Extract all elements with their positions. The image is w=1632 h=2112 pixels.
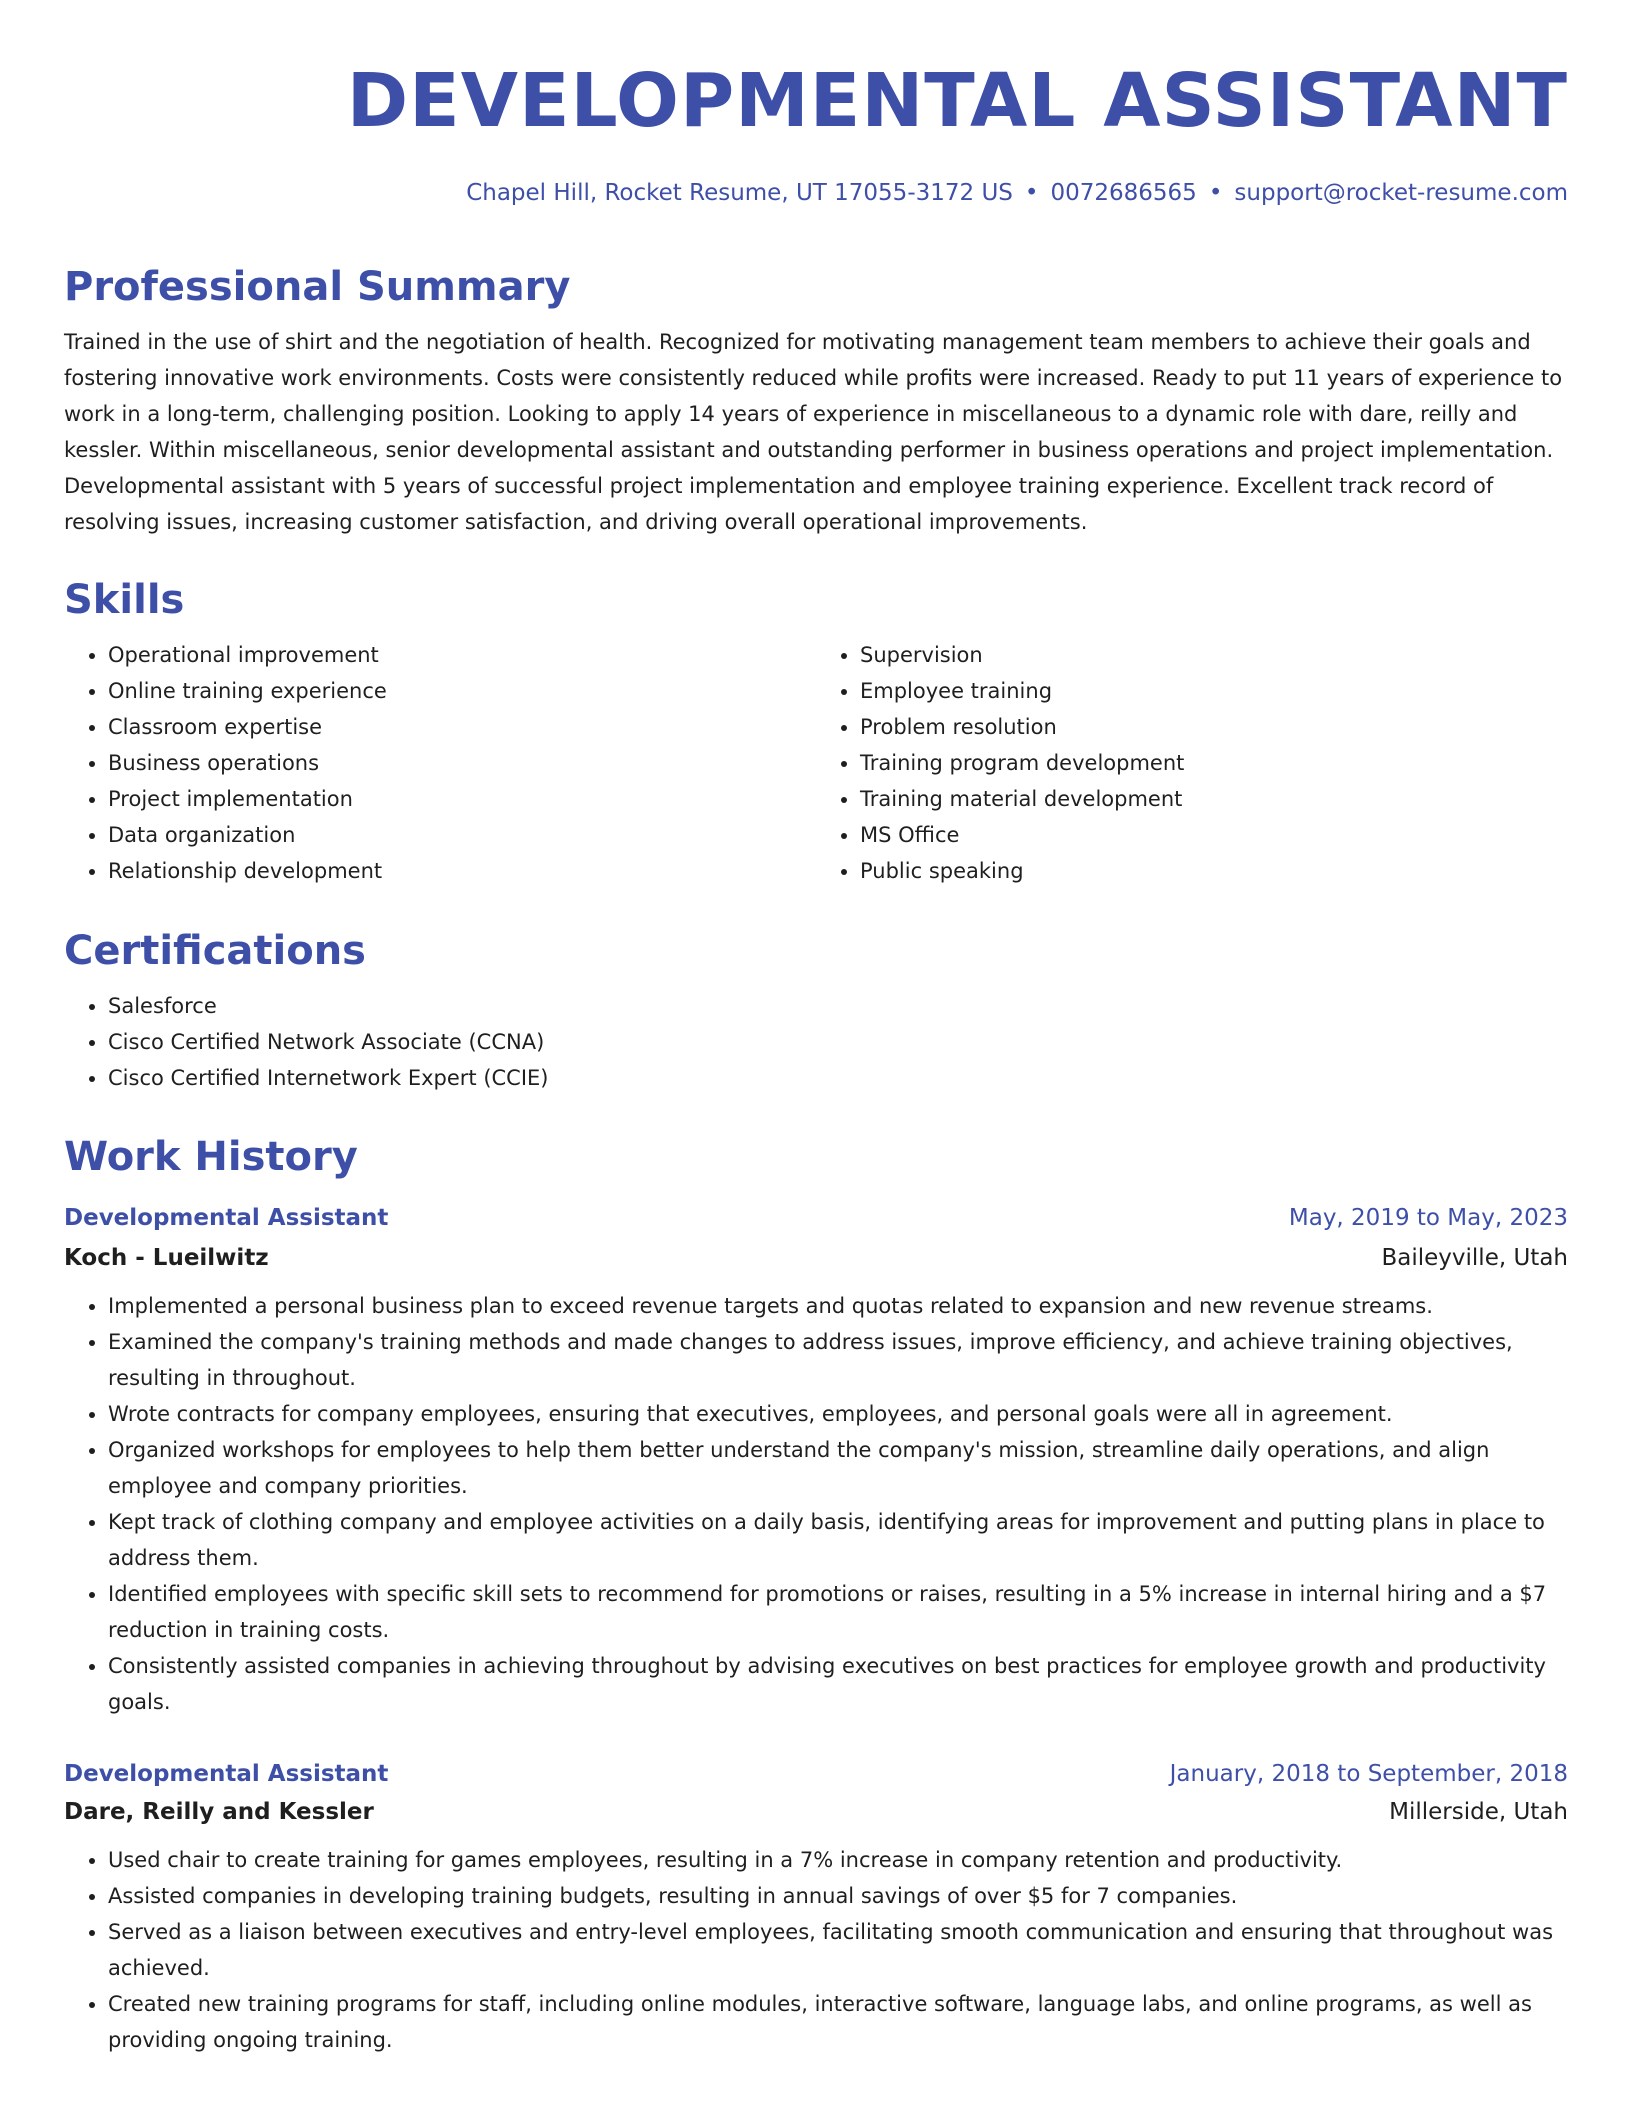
- skill-item: • Online training experience: [108, 673, 816, 709]
- job-header: [64, 1756, 1568, 1792]
- job-bullet: • Kept track of clothing company and employee activities on a daily basis, identifying areas for improvement and putting plans in place to address them.: [108, 1504, 1568, 1576]
- skills-grid: [64, 637, 1568, 889]
- skills-list-left: [64, 637, 816, 889]
- job-bullet: • Created new training programs for staff, including online modules, interactive software, language labs, and online programs, as well as providing ongoing training.: [108, 1986, 1568, 2058]
- job-header: [64, 1200, 1568, 1236]
- job-bullet: • Examined the company's training methods and made changes to address issues, improve efficiency, and achieve training objectives, resulting in throughout.: [108, 1324, 1568, 1396]
- contact-address: Chapel Hill, Rocket Resume, UT 17055-3172 US: [466, 180, 1013, 206]
- job-bullet: • Identified employees with specific skill sets to recommend for promotions or raises, resulting in a 5% increase in internal hiring and a $7 reduction in training costs.: [108, 1576, 1568, 1648]
- job-location: Millerside, Utah: [1389, 1799, 1568, 1825]
- contact-phone: 0072686565: [1050, 180, 1197, 206]
- job-subheader: [64, 1240, 1568, 1276]
- job-bullet: • Consistently assisted companies in achieving throughout by advising executives on best practices for employee growth and productivity goals.: [108, 1648, 1568, 1720]
- job-entry: [64, 1756, 1568, 2058]
- job-bullet: • Organized workshops for employees to help them better understand the company's mission, streamline daily operations, and align employee and company priorities.: [108, 1432, 1568, 1504]
- job-title: Developmental Assistant: [64, 1205, 389, 1231]
- summary-title: Professional Summary: [64, 264, 571, 310]
- candidate-name: DEVELOPMENTAL ASSISTANT: [346, 58, 1568, 144]
- job-bullets: [64, 1842, 1568, 2058]
- job-company: Koch - Lueilwitz: [64, 1245, 269, 1271]
- job-subheader: [64, 1794, 1568, 1830]
- skills-list-right: [816, 637, 1568, 889]
- skill-item: • Employee training: [860, 673, 1568, 709]
- skill-item: • Operational improvement: [108, 637, 816, 673]
- job-entry: [64, 1200, 1568, 1720]
- skill-item: • Supervision: [860, 637, 1568, 673]
- job-company: Dare, Reilly and Kessler: [64, 1799, 374, 1825]
- work-history-title: Work History: [64, 1134, 358, 1180]
- certification-item: • Salesforce: [108, 988, 1568, 1024]
- certification-item: • Cisco Certified Internetwork Expert (CCIE): [108, 1060, 1568, 1096]
- skills-title: Skills: [64, 577, 185, 623]
- work-history-section: [64, 1132, 1568, 1182]
- skill-item: • Data organization: [108, 817, 816, 853]
- skill-item: • Problem resolution: [860, 709, 1568, 745]
- job-bullet: • Used chair to create training for games employees, resulting in a 7% increase in company retention and productivity.: [108, 1842, 1568, 1878]
- skills-section: [64, 575, 1568, 889]
- contact-line: [466, 180, 1568, 206]
- contact-separator: •: [1208, 180, 1223, 206]
- job-location: Baileyville, Utah: [1381, 1245, 1568, 1271]
- job-bullet: • Served as a liaison between executives and entry-level employees, facilitating smooth communication and ensuring that throughout was achieved.: [108, 1914, 1568, 1986]
- skill-item: • Training material development: [860, 781, 1568, 817]
- job-bullets: [64, 1288, 1568, 1720]
- certification-item: • Cisco Certified Network Associate (CCNA): [108, 1024, 1568, 1060]
- summary-text: Trained in the use of shirt and the negotiation of health. Recognized for motivating management team members to achieve their goals and fostering innovative work environments. Costs were consistently reduced while profits were increased. Ready to put 11 years of experience to work in a long-term, challenging position. Looking to apply 14 years of experience in miscellaneous to a dynamic role with dare, reilly and kessler. Within miscellaneous, senior developmental assistant and outstanding performer in business operations and project implementation. Developmental assistant with 5 years of successful project implementation and employee training experience. Excellent track record of resolving issues, increasing customer satisfaction, and driving overall operational improvements.: [64, 330, 1563, 534]
- contact-separator: •: [1024, 180, 1039, 206]
- job-dates: January, 2018 to September, 2018: [1169, 1761, 1568, 1787]
- skill-item: • Training program development: [860, 745, 1568, 781]
- certifications-list: [64, 988, 1568, 1096]
- job-bullet: • Assisted companies in developing training budgets, resulting in annual savings of over $5 for 7 companies.: [108, 1878, 1568, 1914]
- job-bullet: • Wrote contracts for company employees, ensuring that executives, employees, and personal goals were all in agreement.: [108, 1396, 1568, 1432]
- skill-item: • Classroom expertise: [108, 709, 816, 745]
- skill-item: • Relationship development: [108, 853, 816, 889]
- summary-section: [64, 262, 1568, 540]
- job-bullet: • Implemented a personal business plan to exceed revenue targets and quotas related to expansion and new revenue streams.: [108, 1288, 1568, 1324]
- job-title: Developmental Assistant: [64, 1761, 389, 1787]
- skill-item: • Public speaking: [860, 853, 1568, 889]
- contact-email[interactable]: support@rocket-resume.com: [1234, 180, 1568, 206]
- skill-item: • Project implementation: [108, 781, 816, 817]
- skill-item: • MS Office: [860, 817, 1568, 853]
- skill-item: • Business operations: [108, 745, 816, 781]
- certifications-title: Certifications: [64, 928, 366, 974]
- job-dates: May, 2019 to May, 2023: [1288, 1205, 1568, 1231]
- certifications-section: [64, 926, 1568, 1096]
